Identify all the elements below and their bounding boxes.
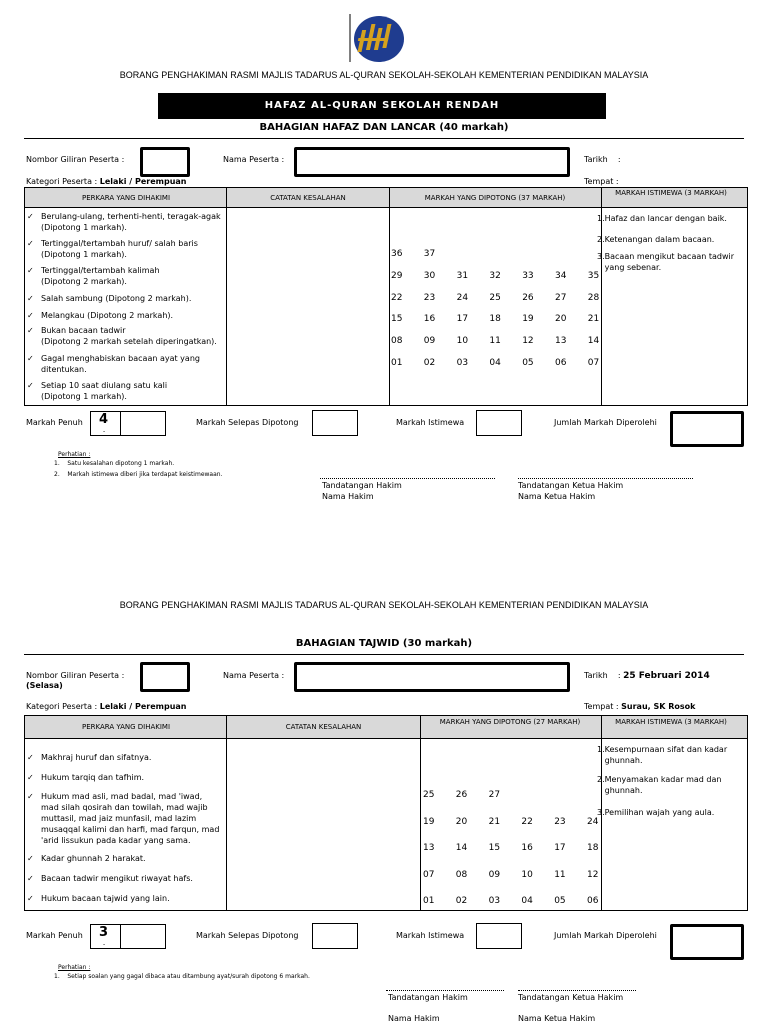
deduction-number[interactable]: 04 xyxy=(489,358,501,368)
deduction-number[interactable]: 18 xyxy=(489,314,501,325)
section1-title: BAHAGIAN HAFAZ DAN LANCAR (40 markah) xyxy=(259,122,509,133)
kategori-value-2: Lelaki / Perempuan xyxy=(99,702,187,711)
criterion-text: Setiap 10 saat diulang satu kali (Dipotong 1 markah). xyxy=(41,381,168,401)
deduction-number[interactable]: 23 xyxy=(554,816,566,827)
markah-penuh-sub: - xyxy=(103,428,106,435)
deduction-number[interactable]: 12 xyxy=(522,336,534,347)
deduction-number[interactable]: 28 xyxy=(587,292,600,303)
nama-ketua: Nama Ketua Hakim xyxy=(518,492,596,501)
kategori-label-2 xyxy=(26,702,187,711)
criterion-item xyxy=(27,853,226,864)
check-icon: ✓ xyxy=(27,294,34,303)
jumlah-field[interactable] xyxy=(670,411,744,447)
check-icon: ✓ xyxy=(27,773,34,782)
markah-penuh-value-2: 3 xyxy=(99,925,109,940)
criterion-item xyxy=(27,238,226,260)
criterion-item xyxy=(27,873,226,884)
deduction-number[interactable]: 19 xyxy=(423,816,435,827)
form-title: BORANG PENGHAKIMAN RASMI MAJLIS TADARUS AL-QURAN SEKOLAH-SEKOLAH KEMENTERIAN PENDIDIKAN MALAYSIA xyxy=(119,70,649,80)
criterion-text: Hukum tarqiq dan tafhim. xyxy=(41,773,145,782)
nama-hakim-2: Nama Hakim xyxy=(388,1014,440,1023)
jumlah-label-2: Jumlah Markah Diperolehi xyxy=(554,931,657,940)
deduction-number[interactable]: 26 xyxy=(522,292,534,303)
bonus-item: 1.Kesempurnaan sifat dan kadar ghunnah. xyxy=(597,745,728,765)
check-icon: ✓ xyxy=(27,792,34,801)
markah-penuh-divider-2 xyxy=(120,924,121,949)
bonus-item: 3.Pemilihan wajah yang aula. xyxy=(597,808,715,817)
nama-label-2: Nama Peserta : xyxy=(223,671,285,680)
selepas-field-2[interactable] xyxy=(312,923,358,949)
criterion-text: Makhraj huruf dan sifatnya. xyxy=(41,753,152,762)
deduction-number[interactable]: 20 xyxy=(455,816,468,827)
nama-hakim: Nama Hakim xyxy=(322,492,374,501)
check-icon: ✓ xyxy=(27,354,34,363)
deduction-number[interactable]: 22 xyxy=(521,816,533,827)
deduction-number[interactable]: 08 xyxy=(391,336,403,347)
jumlah-field-2[interactable] xyxy=(670,924,744,960)
deduction-number[interactable]: 24 xyxy=(456,292,469,303)
check-icon: ✓ xyxy=(27,212,34,221)
deduction-number[interactable]: 34 xyxy=(555,270,567,281)
deduction-number[interactable]: 03 xyxy=(488,896,501,907)
markah-penuh-value: 4 xyxy=(99,412,109,427)
kategori-label-2-text: Kategori Peserta : xyxy=(26,702,98,711)
kategori-value: Lelaki / Perempuan xyxy=(99,177,187,186)
deduction-number[interactable]: 05 xyxy=(554,896,566,907)
tempat-label: Tempat : xyxy=(584,177,619,186)
deduction-number[interactable]: 06 xyxy=(555,358,567,368)
deduction-number[interactable]: 10 xyxy=(456,336,469,347)
istimewa-field-2[interactable] xyxy=(476,923,522,949)
sign-line-hakim-2 xyxy=(386,990,504,991)
deduction-number[interactable]: 21 xyxy=(488,816,501,827)
deduction-number[interactable]: 24 xyxy=(587,816,599,827)
check-icon: ✓ xyxy=(27,326,34,335)
tempat-label-2-text: Tempat : xyxy=(584,702,619,711)
markah-penuh-label-2: Markah Penuh xyxy=(26,931,83,940)
deduction-number[interactable]: 17 xyxy=(554,843,566,854)
bonus-item: 3.Bacaan mengikut bacaan tadwir yang sebenar. xyxy=(597,252,735,272)
tarikh-label: Tarikh : xyxy=(584,155,621,164)
deduction-number[interactable]: 02 xyxy=(423,358,436,368)
deduction-number[interactable]: 37 xyxy=(423,249,436,259)
criterion-item xyxy=(27,380,226,402)
criterion-text: Berulang-ulang, terhenti-henti, teragak-agak (Dipotong 1 markah). xyxy=(41,212,221,232)
col-perkara: PERKARA YANG DIHAKIMI xyxy=(81,194,171,202)
criterion-text: Kadar ghunnah 2 harakat. xyxy=(41,854,146,863)
col-istimewa: MARKAH ISTIMEWA (3 MARKAH) xyxy=(615,189,727,197)
deduction-number[interactable]: 25 xyxy=(423,790,435,800)
col-catatan-2: CATATAN KESALAHAN xyxy=(285,723,362,731)
bonus-item: 1.Hafaz dan lancar dengan baik. xyxy=(597,214,727,223)
kategori-label xyxy=(26,177,187,186)
criterion-item xyxy=(27,310,226,321)
deduction-number[interactable]: 25 xyxy=(489,292,501,303)
nama-ketua-2: Nama Ketua Hakim xyxy=(518,1014,596,1023)
check-icon: ✓ xyxy=(27,381,34,390)
selepas-label: Markah Selepas Dipotong xyxy=(196,418,299,427)
note-1: 1. Satu kesalahan dipotong 1 markah. xyxy=(54,460,175,467)
criterion-text: Salah sambung (Dipotong 2 markah). xyxy=(41,294,192,303)
check-icon: ✓ xyxy=(27,311,34,320)
criterion-text: Hukum mad asli, mad badal, mad 'iwad, mad silah qosirah dan towilah, mad wajib muttasil, mad jaiz munfasil, mad lazim musaqqal kalimi dan harfi, mad farqun, mad 'arid lissukun pada kadar yang sama. xyxy=(41,792,220,845)
col-istimewa-2: MARKAH ISTIMEWA (3 MARKAH) xyxy=(615,718,727,726)
deduction-number[interactable]: 05 xyxy=(522,358,534,368)
sign-ketua: Tandatangan Ketua Hakim xyxy=(518,481,624,490)
deduction-number[interactable]: 20 xyxy=(555,314,567,325)
deduction-number[interactable]: 01 xyxy=(423,896,435,907)
deduction-number[interactable]: 17 xyxy=(456,314,469,325)
criterion-item xyxy=(27,791,226,846)
col-markah: MARKAH YANG DIPOTONG (37 MARKAH) xyxy=(424,194,566,202)
deduction-number[interactable]: 21 xyxy=(587,314,600,325)
deduction-number[interactable]: 13 xyxy=(423,843,435,854)
criterion-text: Bacaan tadwir mengikut riwayat hafs. xyxy=(41,874,193,883)
nama-field[interactable] xyxy=(294,147,570,177)
check-icon: ✓ xyxy=(27,894,34,903)
banner: HAFAZ AL-QURAN SEKOLAH RENDAH xyxy=(158,93,606,119)
check-icon: ✓ xyxy=(27,854,34,863)
markah-penuh-sub-2: - xyxy=(103,941,106,948)
nombor-label: Nombor Giliran Peserta : xyxy=(26,155,125,164)
nama-label: Nama Peserta : xyxy=(223,155,285,164)
criterion-item xyxy=(27,752,226,763)
section2-title: BAHAGIAN TAJWID (30 markah) xyxy=(295,638,473,649)
perhatian-label: Perhatian : xyxy=(58,451,91,458)
sign-line-ketua xyxy=(518,478,693,479)
tarikh-label-2 xyxy=(584,671,710,681)
deduction-number[interactable]: 07 xyxy=(587,358,600,368)
selepas-field[interactable] xyxy=(312,410,358,436)
deduction-number[interactable]: 11 xyxy=(489,336,501,347)
kategori-label-text: Kategori Peserta : xyxy=(26,177,98,186)
deduction-number[interactable]: 11 xyxy=(554,869,566,880)
deduction-number[interactable]: 03 xyxy=(456,358,469,368)
form-title-2: BORANG PENGHAKIMAN RASMI MAJLIS TADARUS AL-QURAN SEKOLAH-SEKOLAH KEMENTERIAN PENDIDIKAN MALAYSIA xyxy=(119,600,649,610)
deduction-number[interactable]: 16 xyxy=(423,314,436,325)
sign-hakim: Tandatangan Hakim xyxy=(322,481,402,490)
bonus-item: 2.Menyamakan kadar mad dan ghunnah. xyxy=(597,775,722,795)
deduction-number[interactable]: 06 xyxy=(587,896,599,907)
criterion-item xyxy=(27,211,226,233)
criterion-item xyxy=(27,325,226,347)
markah-penuh-divider xyxy=(120,411,121,436)
deduction-number[interactable]: 08 xyxy=(455,869,468,880)
deduction-number[interactable]: 09 xyxy=(488,869,501,880)
istimewa-label-2: Markah Istimewa xyxy=(396,931,465,940)
deduction-number[interactable]: 36 xyxy=(391,249,403,259)
deduction-number[interactable]: 32 xyxy=(489,270,501,281)
sign-line-hakim xyxy=(320,478,495,479)
note-2: 2. Markah istimewa diberi jika terdapat keistimewaan. xyxy=(54,471,223,478)
nama-field-2[interactable] xyxy=(294,662,570,692)
sign-hakim-2: Tandatangan Hakim xyxy=(388,993,468,1002)
deduction-number[interactable]: 12 xyxy=(587,869,599,880)
col-perkara-2: PERKARA YANG DIHAKIMI xyxy=(81,723,171,731)
tarikh-label-2-text: Tarikh : xyxy=(584,671,621,680)
criterion-text: Gagal menghabiskan bacaan ayat yang ditentukan. xyxy=(41,354,200,374)
section2-rule xyxy=(24,654,744,655)
tempat-value-2: Surau, SK Rosok xyxy=(621,702,696,711)
deduction-number[interactable]: 16 xyxy=(521,843,533,854)
deduction-number[interactable]: 15 xyxy=(391,314,403,325)
deduction-number[interactable]: 14 xyxy=(587,336,600,347)
istimewa-label: Markah Istimewa xyxy=(396,418,465,427)
deduction-number[interactable]: 22 xyxy=(391,292,403,303)
deduction-number[interactable]: 18 xyxy=(587,843,599,854)
deduction-number[interactable]: 07 xyxy=(423,869,435,880)
deduction-number[interactable]: 33 xyxy=(522,270,534,281)
check-icon: ✓ xyxy=(27,753,34,762)
deduction-number[interactable]: 15 xyxy=(488,843,501,854)
markah-penuh-label: Markah Penuh xyxy=(26,418,83,427)
bonus-item: 2.Ketenangan dalam bacaan. xyxy=(597,235,715,244)
deduction-number[interactable]: 14 xyxy=(455,843,468,854)
check-icon: ✓ xyxy=(27,266,34,275)
deduction-number[interactable]: 23 xyxy=(423,292,436,303)
col-markah-2: MARKAH YANG DIPOTONG (27 MARKAH) xyxy=(439,718,581,726)
criterion-text: Bukan bacaan tadwir (Dipotong 2 markah setelah diperingatkan). xyxy=(41,326,217,346)
criterion-item xyxy=(27,265,226,287)
deduction-number[interactable]: 27 xyxy=(555,292,567,303)
deduction-number[interactable]: 02 xyxy=(455,896,468,907)
col-catatan: CATATAN KESALAHAN xyxy=(270,194,346,202)
kpm-logo xyxy=(348,12,406,64)
criterion-item xyxy=(27,772,226,783)
section1-rule xyxy=(24,138,744,139)
deduction-number[interactable]: 04 xyxy=(521,896,533,907)
tempat-label-2 xyxy=(584,702,695,711)
nombor-label-2: Nombor Giliran Peserta : xyxy=(26,671,125,680)
criterion-item xyxy=(27,893,226,904)
deduction-number[interactable]: 27 xyxy=(488,790,501,800)
criterion-item xyxy=(27,293,226,304)
perhatian-label-2: Perhatian : xyxy=(58,964,91,971)
criterion-text: Hukum bacaan tajwid yang lain. xyxy=(41,894,170,903)
deduction-number[interactable]: 35 xyxy=(587,270,600,281)
selepas-label-2: Markah Selepas Dipotong xyxy=(196,931,299,940)
deduction-number[interactable]: 13 xyxy=(555,336,567,347)
criterion-text: Melangkau (Dipotong 2 markah). xyxy=(41,311,174,320)
sign-line-ketua-2 xyxy=(518,990,636,991)
criterion-text: Tertinggal/tertambah huruf/ salah baris (Dipotong 1 markah). xyxy=(41,239,198,259)
sign-ketua-2: Tandatangan Ketua Hakim xyxy=(518,993,624,1002)
deduction-number[interactable]: 31 xyxy=(456,270,469,281)
criterion-item xyxy=(27,353,226,375)
tarikh-value-2: 25 Februari 2014 xyxy=(623,671,710,681)
check-icon: ✓ xyxy=(27,239,34,248)
nombor-field-2[interactable] xyxy=(140,662,190,692)
deduction-number[interactable]: 09 xyxy=(423,336,436,347)
istimewa-field[interactable] xyxy=(476,410,522,436)
deduction-number[interactable]: 30 xyxy=(423,270,436,281)
deduction-number[interactable]: 19 xyxy=(522,314,534,325)
note-2-1: 1. Setiap soalan yang gagal dibaca atau ditambung ayat/surah dipotong 6 markah. xyxy=(54,973,310,980)
check-icon: ✓ xyxy=(27,874,34,883)
deduction-number[interactable]: 01 xyxy=(391,358,403,368)
nombor-field[interactable] xyxy=(140,147,190,177)
jumlah-label: Jumlah Markah Diperolehi xyxy=(554,418,657,427)
criterion-text: Tertinggal/tertambah kalimah (Dipotong 2 markah). xyxy=(41,266,160,286)
deduction-number[interactable]: 10 xyxy=(521,869,533,880)
deduction-number[interactable]: 26 xyxy=(455,790,468,800)
deduction-number[interactable]: 29 xyxy=(391,270,403,281)
selasa: (Selasa) xyxy=(26,681,63,690)
